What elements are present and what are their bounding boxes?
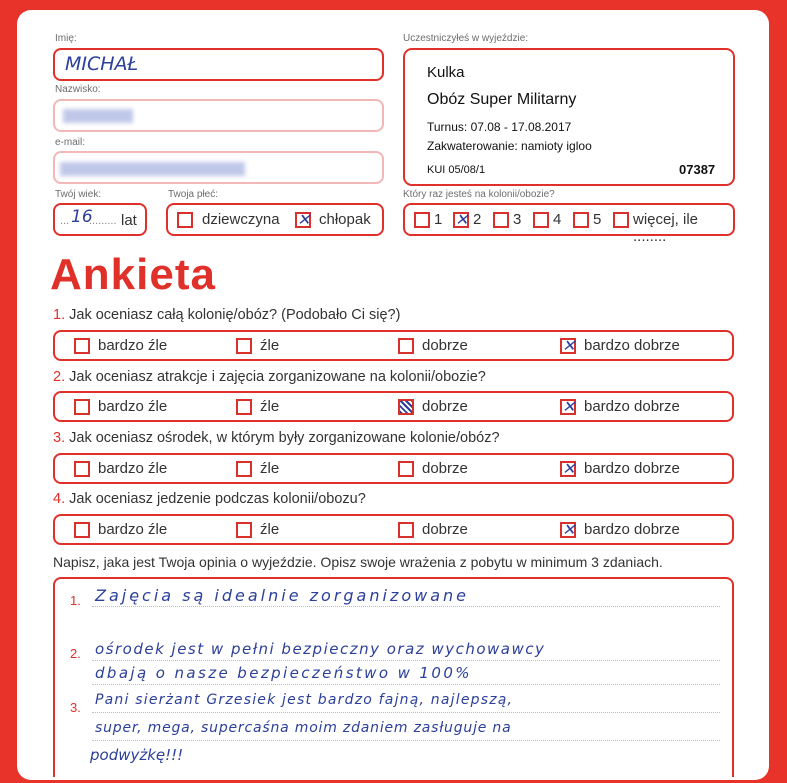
age-label: Twój wiek:: [55, 189, 102, 200]
q1-option-very-good[interactable]: [560, 338, 576, 354]
times-option-1-checkbox[interactable]: [414, 212, 430, 228]
q4-option-very-bad[interactable]: [74, 522, 90, 538]
times-option-2-checkbox[interactable]: [453, 212, 469, 228]
surname-field[interactable]: [53, 99, 384, 132]
question-2: 2. Jak oceniasz atrakcje i zajęcia zorganizowane na kolonii/obozie?: [53, 369, 486, 385]
camp-brand: Kulka: [427, 64, 465, 81]
opinion-line-6: podwyżkę!!!: [90, 746, 184, 764]
question-3-answers: bardzo źle źle dobrze ✕ bardzo dobrze: [53, 453, 734, 484]
gender-label: Twoja płeć:: [168, 189, 219, 200]
question-3: 3. Jak oceniasz ośrodek, w którym były zorganizowane kolonie/obóz?: [53, 430, 500, 446]
question-4-answers: bardzo źle źle dobrze ✕ bardzo dobrze: [53, 514, 734, 545]
q4-option-bad[interactable]: [236, 522, 252, 538]
camp-name: Obóz Super Militarny: [427, 91, 577, 108]
gender-female-checkbox[interactable]: [177, 212, 193, 228]
camp-turnus: Turnus: 07.08 - 17.08.2017: [427, 120, 572, 134]
age-field[interactable]: ... 16 ......... lat: [53, 203, 147, 236]
times-option-3-checkbox[interactable]: [493, 212, 509, 228]
opinion-line-1: Zajęcia są idealnie zorganizowane: [95, 586, 469, 605]
question-2-answers: bardzo źle źle dobrze ✕ bardzo dobrze: [53, 391, 734, 422]
email-label: e-mail:: [55, 137, 86, 148]
camp-number: 07387: [679, 162, 716, 177]
q1-option-bad[interactable]: [236, 338, 252, 354]
q2-option-very-good[interactable]: [560, 399, 576, 415]
opinion-number-3: 3.: [70, 700, 81, 715]
question-1-answers: bardzo źle źle dobrze ✕ bardzo dobrze: [53, 330, 734, 361]
surname-label: Nazwisko:: [55, 84, 101, 95]
q3-option-good[interactable]: [398, 461, 414, 477]
name-label: Imię:: [55, 33, 77, 44]
question-4: 4. Jak oceniasz jedzenie podczas kolonii/obozu?: [53, 491, 366, 507]
opinion-line-5: super, mega, supercaśna moim zdaniem zasługuje na: [95, 720, 512, 736]
q3-option-bad[interactable]: [236, 461, 252, 477]
q2-option-good[interactable]: [398, 399, 414, 415]
opinion-prompt: Napisz, jaka jest Twoja opinia o wyjeździe. Opisz swoje wrażenia z pobytu w minimum 3 zdaniach.: [53, 554, 663, 570]
opinion-line-4: Pani sierżant Grzesiek jest bardzo fajną, najlepszą,: [95, 692, 514, 708]
q4-option-very-good[interactable]: [560, 522, 576, 538]
opinion-line-3: dbają o nasze bezpieczeństwo w 100%: [95, 664, 472, 682]
times-option-5-checkbox[interactable]: [573, 212, 589, 228]
participant-label: Uczestniczyłeś w wyjeździe:: [403, 33, 529, 44]
camp-card: [403, 48, 735, 186]
opinion-number-2: 2.: [70, 646, 81, 661]
email-redacted: [60, 162, 245, 176]
q3-option-very-bad[interactable]: [74, 461, 90, 477]
times-option-4-checkbox[interactable]: [533, 212, 549, 228]
gender-male-checkbox[interactable]: [295, 212, 311, 228]
opinion-number-1: 1.: [70, 593, 81, 608]
age-unit: lat: [121, 212, 137, 229]
q4-option-good[interactable]: [398, 522, 414, 538]
q1-option-good[interactable]: [398, 338, 414, 354]
name-value: MICHAŁ: [65, 53, 139, 75]
survey-title: Ankieta: [50, 250, 216, 299]
q1-option-very-bad[interactable]: [74, 338, 90, 354]
times-field: 1 ✕ 2 3 4 5 więcej, ile ........: [403, 203, 735, 236]
camp-code: KUI 05/08/1: [427, 164, 486, 176]
q2-option-very-bad[interactable]: [74, 399, 90, 415]
email-field[interactable]: [53, 151, 384, 184]
opinion-line-2: ośrodek jest w pełni bezpieczny oraz wychowawcy: [95, 640, 546, 658]
question-1: 1. Jak oceniasz całą kolonię/obóz? (Podobało Ci się?): [53, 307, 401, 323]
q3-option-very-good[interactable]: [560, 461, 576, 477]
q2-option-bad[interactable]: [236, 399, 252, 415]
times-label: Który raz jesteś na kolonii/obozie?: [403, 189, 555, 200]
age-value: 16: [71, 207, 93, 227]
camp-accommodation: Zakwaterowanie: namioty igloo: [427, 139, 592, 153]
surname-redacted: [63, 109, 133, 123]
gender-field: dziewczyna ✕ chłopak: [166, 203, 384, 236]
name-field[interactable]: [53, 48, 384, 81]
times-option-more-checkbox[interactable]: [613, 212, 629, 228]
